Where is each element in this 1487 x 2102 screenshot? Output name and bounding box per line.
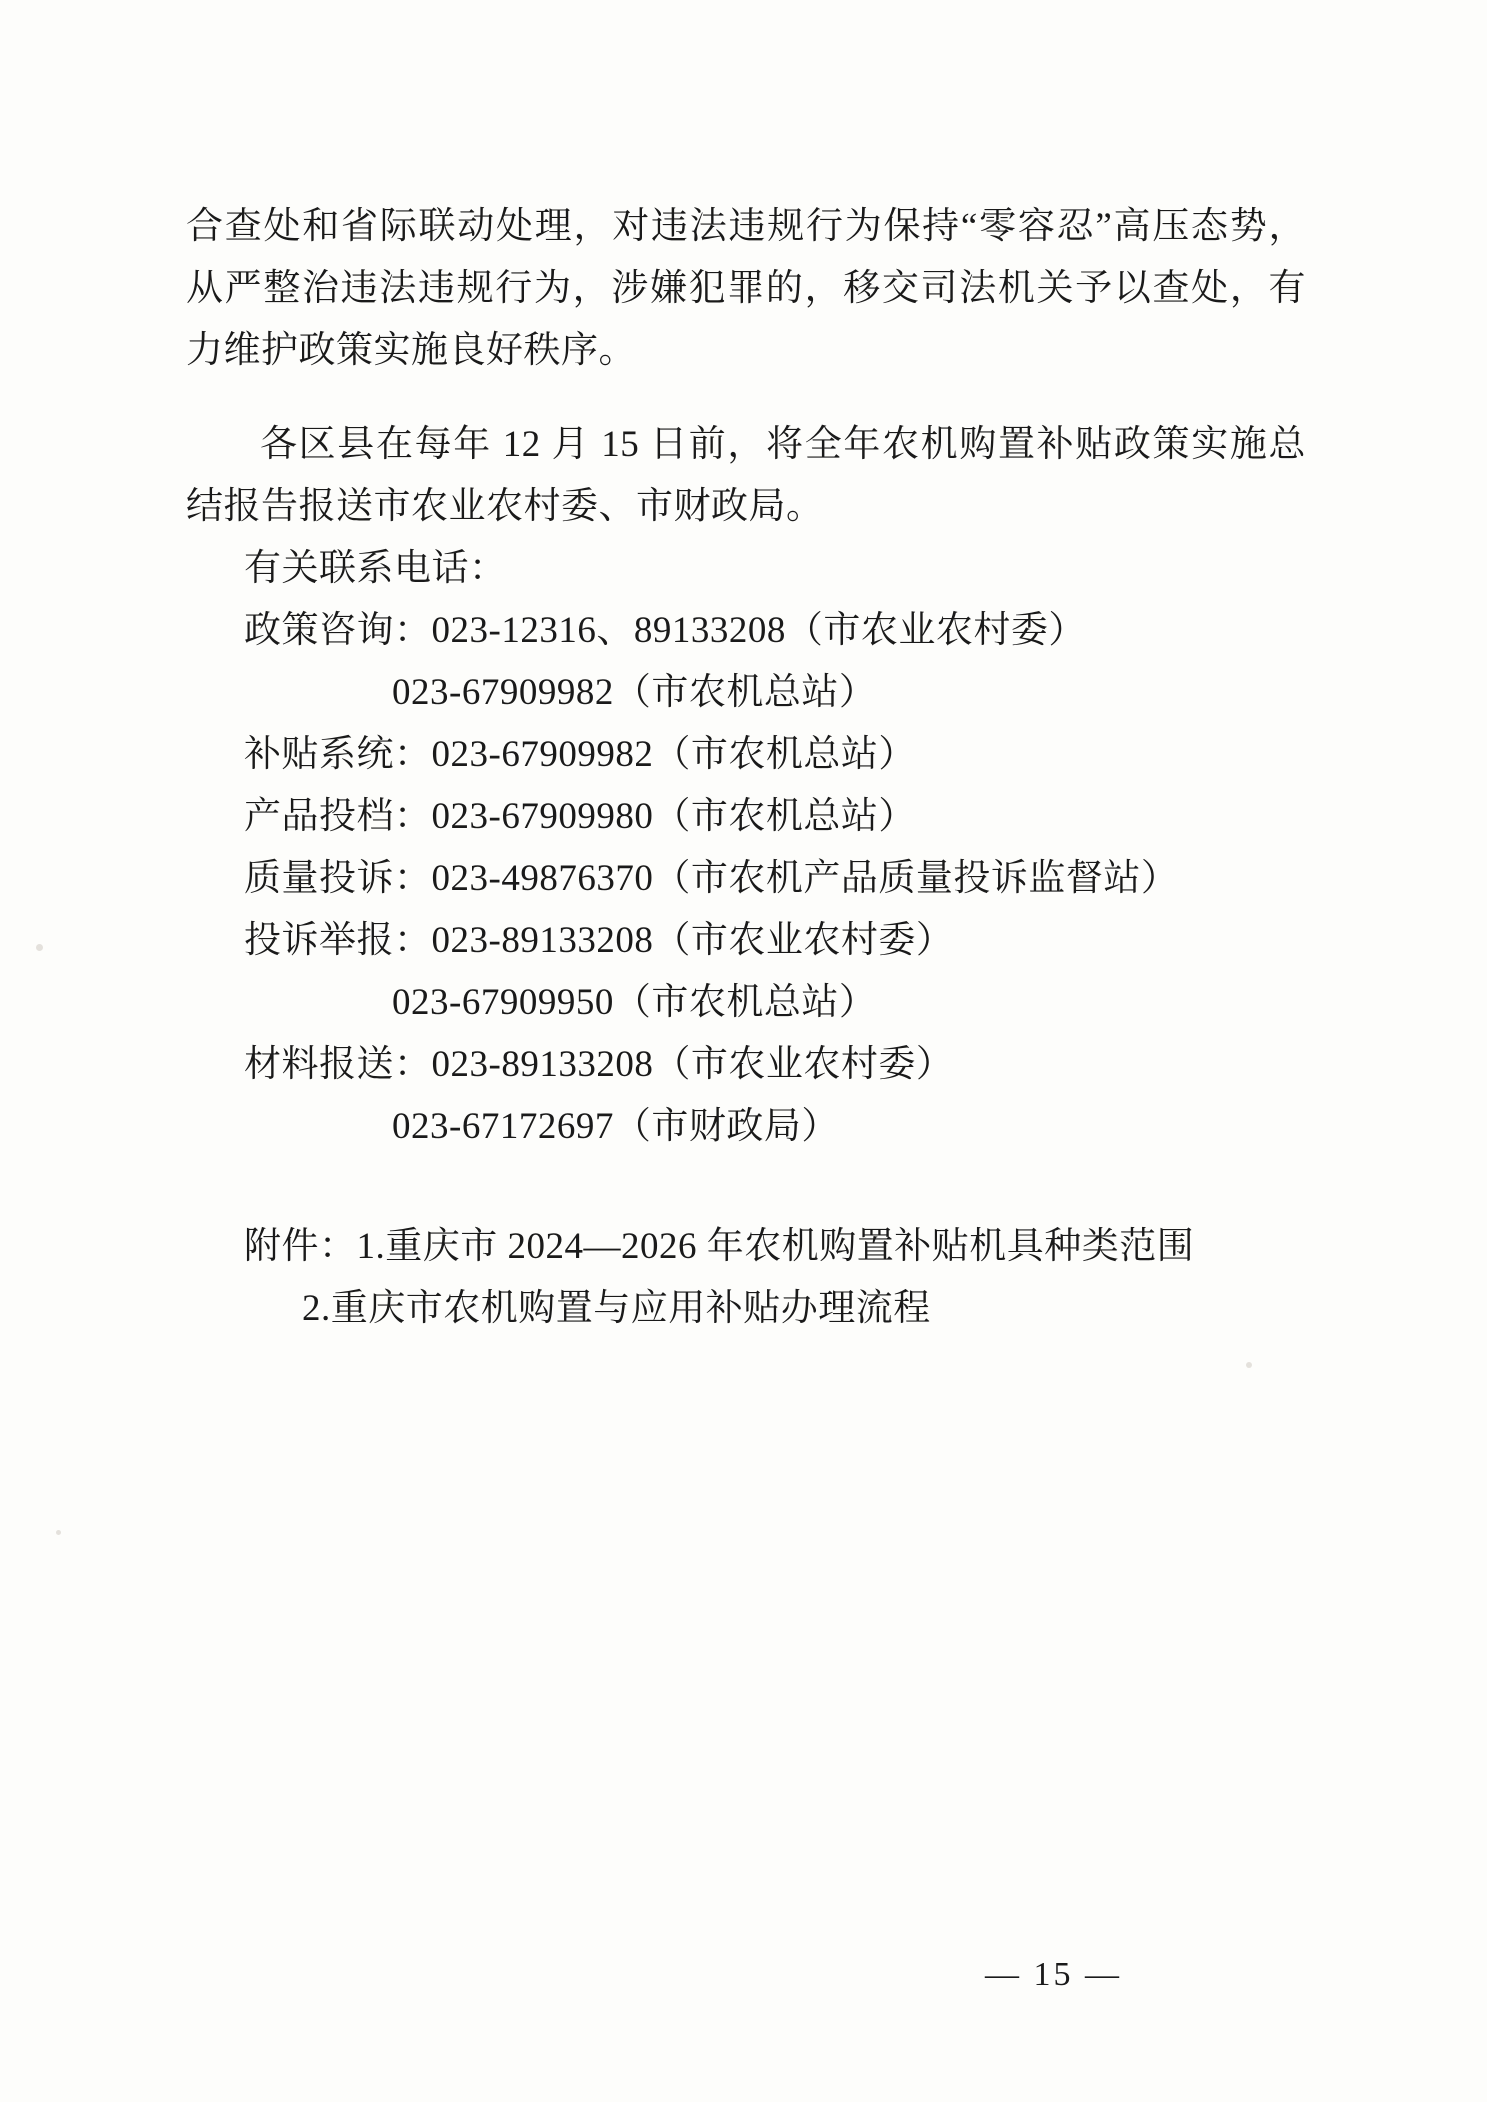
attachment-item-2: 2.重庆市农机购置与应用补贴办理流程 bbox=[302, 1288, 931, 1329]
attachment-item-1: 附件：1.重庆市 2024—2026 年农机购置补贴机具种类范围 bbox=[244, 1226, 1195, 1267]
contact-line-report-complaint: 投诉举报：023-89133208（市农业农村委） bbox=[244, 920, 954, 961]
contact-line-report-complaint-cont: 023-67909950（市农机总站） bbox=[392, 982, 877, 1023]
contacts-section bbox=[186, 538, 1306, 1158]
document-body bbox=[186, 196, 1306, 1340]
contact-line-policy: 政策咨询：023-12316、89133208（市农业农村委） bbox=[244, 610, 1086, 651]
paragraph-report-deadline: 各区县在每年 12 月 15 日前，将全年农机购置补贴政策实施总结报告报送市农业农村委、市财政局。 bbox=[186, 424, 1306, 527]
contact-line-quality-complaint: 质量投诉：023-49876370（市农机产品质量投诉监督站） bbox=[244, 858, 1179, 899]
contact-line-material-submission: 材料报送：023-89133208（市农业农村委） bbox=[244, 1044, 954, 1085]
contact-line-product-filing: 产品投档：023-67909980（市农机总站） bbox=[244, 796, 916, 837]
paper-speck bbox=[56, 1530, 61, 1535]
paper-speck bbox=[36, 944, 43, 951]
attachments-section bbox=[186, 1216, 1306, 1340]
contact-line-policy-cont: 023-67909982（市农机总站） bbox=[392, 672, 877, 713]
contacts-heading: 有关联系电话： bbox=[244, 548, 507, 589]
paragraph-continued: 合查处和省际联动处理，对违法违规行为保持“零容忍”高压态势，从严整治违法违规行为，涉嫌犯罪的，移交司法机关予以查处，有力维护政策实施良好秩序。 bbox=[186, 206, 1306, 371]
contact-line-material-submission-cont: 023-67172697（市财政局） bbox=[392, 1106, 839, 1147]
contact-line-subsidy-system: 补贴系统：023-67909982（市农机总站） bbox=[244, 734, 916, 775]
paper-speck bbox=[1246, 1362, 1252, 1368]
page-number: — 15 — bbox=[985, 1956, 1122, 1993]
